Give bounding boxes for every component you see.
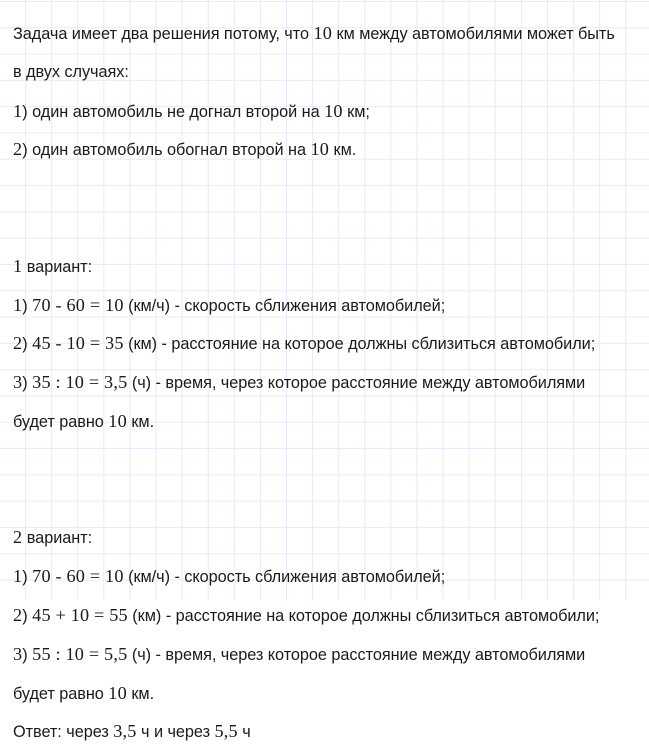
numeric-run: 5,5 [214, 721, 238, 742]
case-item-line: 1) один автомобиль не догнал второй на 10 км; [13, 100, 370, 121]
numeric-run: 45 + 10 = 55 [32, 604, 128, 625]
numeric-run: 2 [13, 333, 23, 354]
numeric-run: 2 [13, 527, 23, 548]
blank-line [13, 441, 641, 480]
numeric-run: 1 [13, 294, 23, 315]
numeric-run: 1 [13, 100, 23, 121]
text-line: Задача имеет два решения потому, что 10 км между автомобилями может быть [13, 23, 615, 43]
numeric-run: 3 [13, 643, 23, 664]
variant-1-step-3-continuation: будет равно 10 км. [13, 410, 155, 431]
variant-2-step-3-continuation: будет равно 10 км. [13, 682, 155, 703]
blank-line [13, 208, 641, 247]
numeric-run: 35 : 10 = 3,5 [32, 372, 128, 393]
answer-line: Ответ: через 3,5 ч и через 5,5 ч [13, 721, 251, 742]
variant-2-step-2: 2) 45 + 10 = 55 (км) - расстояние на которое должны сблизиться автомобили; [13, 604, 600, 625]
numeric-run: 2 [13, 139, 23, 160]
numeric-run: 10 [324, 100, 343, 121]
numeric-run: 10 [108, 410, 127, 431]
variant-2-step-3: 3) 55 : 10 = 5,5 (ч) - время, через которое расстояние между автомобилями [13, 643, 586, 664]
numeric-run: 2 [13, 604, 23, 625]
numeric-run: 45 - 10 = 35 [32, 333, 124, 354]
numeric-run: 55 : 10 = 5,5 [32, 643, 128, 664]
numeric-run: 10 [310, 139, 330, 160]
blank-line [13, 169, 641, 208]
numeric-run: 3,5 [113, 721, 137, 742]
numeric-run: 70 - 60 = 10 [32, 294, 124, 315]
numeric-run: 1 [13, 566, 23, 587]
numeric-run: 10 [108, 682, 127, 703]
blank-line [13, 480, 641, 519]
case-item-line: 2) один автомобиль обогнал второй на 10 км. [13, 139, 357, 160]
numeric-run: 70 - 60 = 10 [32, 566, 124, 587]
variant-1-heading: 1 вариант: [13, 255, 93, 276]
variant-1-step-2: 2) 45 - 10 = 35 (км) - расстояние на которое должны сблизиться автомобили; [13, 333, 596, 354]
numeric-run: 3 [13, 372, 23, 393]
variant-1-step-3: 3) 35 : 10 = 3,5 (ч) - время, через которое расстояние между автомобилями [13, 372, 586, 393]
variant-2-heading: 2 вариант: [13, 527, 93, 548]
numeric-run: 1 [13, 255, 23, 276]
text-line: в двух случаях: [13, 62, 129, 81]
variant-2-step-1: 1) 70 - 60 = 10 (км/ч) - скорость сближения автомобилей; [13, 566, 446, 587]
numeric-run: 10 [313, 23, 333, 43]
variant-1-step-1: 1) 70 - 60 = 10 (км/ч) - скорость сближения автомобилей; [13, 294, 446, 315]
